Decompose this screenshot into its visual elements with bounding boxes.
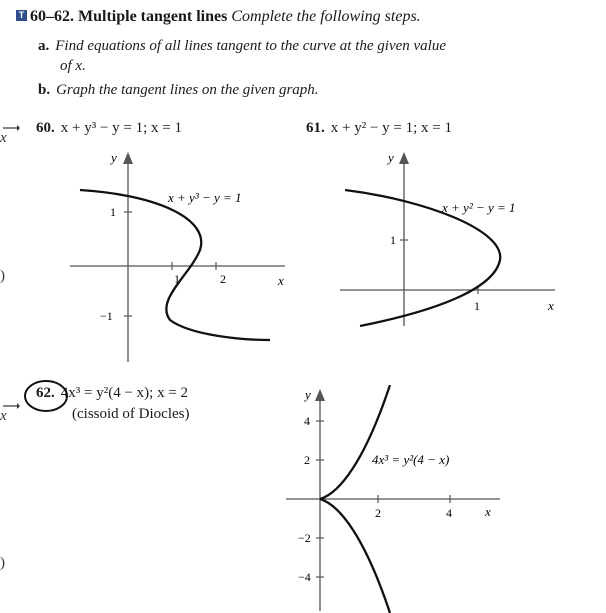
step-a-continued: of x. xyxy=(60,58,86,74)
section-badge: T xyxy=(16,10,27,21)
graph-62-tick-label: 4 xyxy=(446,506,452,520)
graph-61-curve-label: x + y² − y = 1 xyxy=(442,200,516,215)
graph-62-tick-label: 2 xyxy=(304,453,310,467)
graph-60-y-label: y xyxy=(111,150,117,165)
graph-61-tick-label: 1 xyxy=(474,299,480,313)
graph-62-curve-upper xyxy=(320,385,390,499)
graph-61-x-label: x xyxy=(548,298,554,313)
graph-61-tick-label: 1 xyxy=(390,233,396,247)
graph-61 xyxy=(330,150,580,330)
graph-62-tick-label: −4 xyxy=(298,570,311,584)
graph-62-y-arrow-icon xyxy=(315,389,325,401)
graph-61-y-arrow-icon xyxy=(399,152,409,164)
problem-61-statement: x + y² − y = 1; x = 1 xyxy=(330,120,453,136)
graph-62-tick-label: −2 xyxy=(298,531,311,545)
graph-60-tick-label: 1 xyxy=(110,205,116,219)
problem-62-number: 62. xyxy=(36,385,55,401)
margin-fragment-5: ) xyxy=(0,555,5,571)
graph-62-y-label: y xyxy=(305,387,311,402)
graph-60-curve-label: x + y³ − y = 1 xyxy=(168,190,242,205)
graph-60-x-label: x xyxy=(278,273,284,288)
graph-60-tick-label: 2 xyxy=(220,272,226,286)
step-a xyxy=(38,38,446,55)
graph-62-tick-label: 2 xyxy=(375,506,381,520)
margin-fragment-3: x xyxy=(0,408,7,424)
problem-61-number: 61. xyxy=(306,120,325,136)
graph-62-tick-label: 4 xyxy=(304,414,310,428)
margin-arrow-icon xyxy=(2,402,20,410)
graph-60 xyxy=(60,150,300,365)
step-b-label: b. xyxy=(38,82,51,98)
problem-62-note: (cissoid of Diocles) xyxy=(72,406,190,422)
heading-number: 60–62. xyxy=(30,8,74,25)
step-b-text: Graph the tangent lines on the given graph. xyxy=(56,82,319,98)
step-a-text: Find equations of all lines tangent to the curve at the given value xyxy=(55,38,446,54)
margin-fragment-1: x xyxy=(0,130,7,146)
problem-60 xyxy=(36,120,182,137)
step-a-label: a. xyxy=(38,38,50,54)
graph-60-tick-label: 1 xyxy=(174,272,180,286)
graph-61-y-label: y xyxy=(388,150,394,165)
margin-arrow-icon xyxy=(2,124,20,132)
graph-62-x-label: x xyxy=(485,504,491,519)
margin-fragment-2: ) xyxy=(0,268,5,284)
heading-title: Multiple tangent lines xyxy=(78,8,228,25)
step-b xyxy=(38,82,319,99)
graph-62-curve-label: 4x³ = y²(4 − x) xyxy=(372,452,450,467)
graph-62 xyxy=(280,385,505,613)
graph-60-y-arrow-icon xyxy=(123,152,133,164)
problem-62-statement: 4x³ = y²(4 − x); x = 2 xyxy=(60,385,189,401)
graph-60-tick-label: −1 xyxy=(100,309,113,323)
problem-61 xyxy=(306,120,452,137)
problem-60-statement: x + y³ − y = 1; x = 1 xyxy=(60,120,183,136)
hand-drawn-circle xyxy=(22,378,72,414)
section-heading xyxy=(30,8,421,26)
heading-instruction: Complete the following steps. xyxy=(231,8,421,25)
problem-60-number: 60. xyxy=(36,120,55,136)
